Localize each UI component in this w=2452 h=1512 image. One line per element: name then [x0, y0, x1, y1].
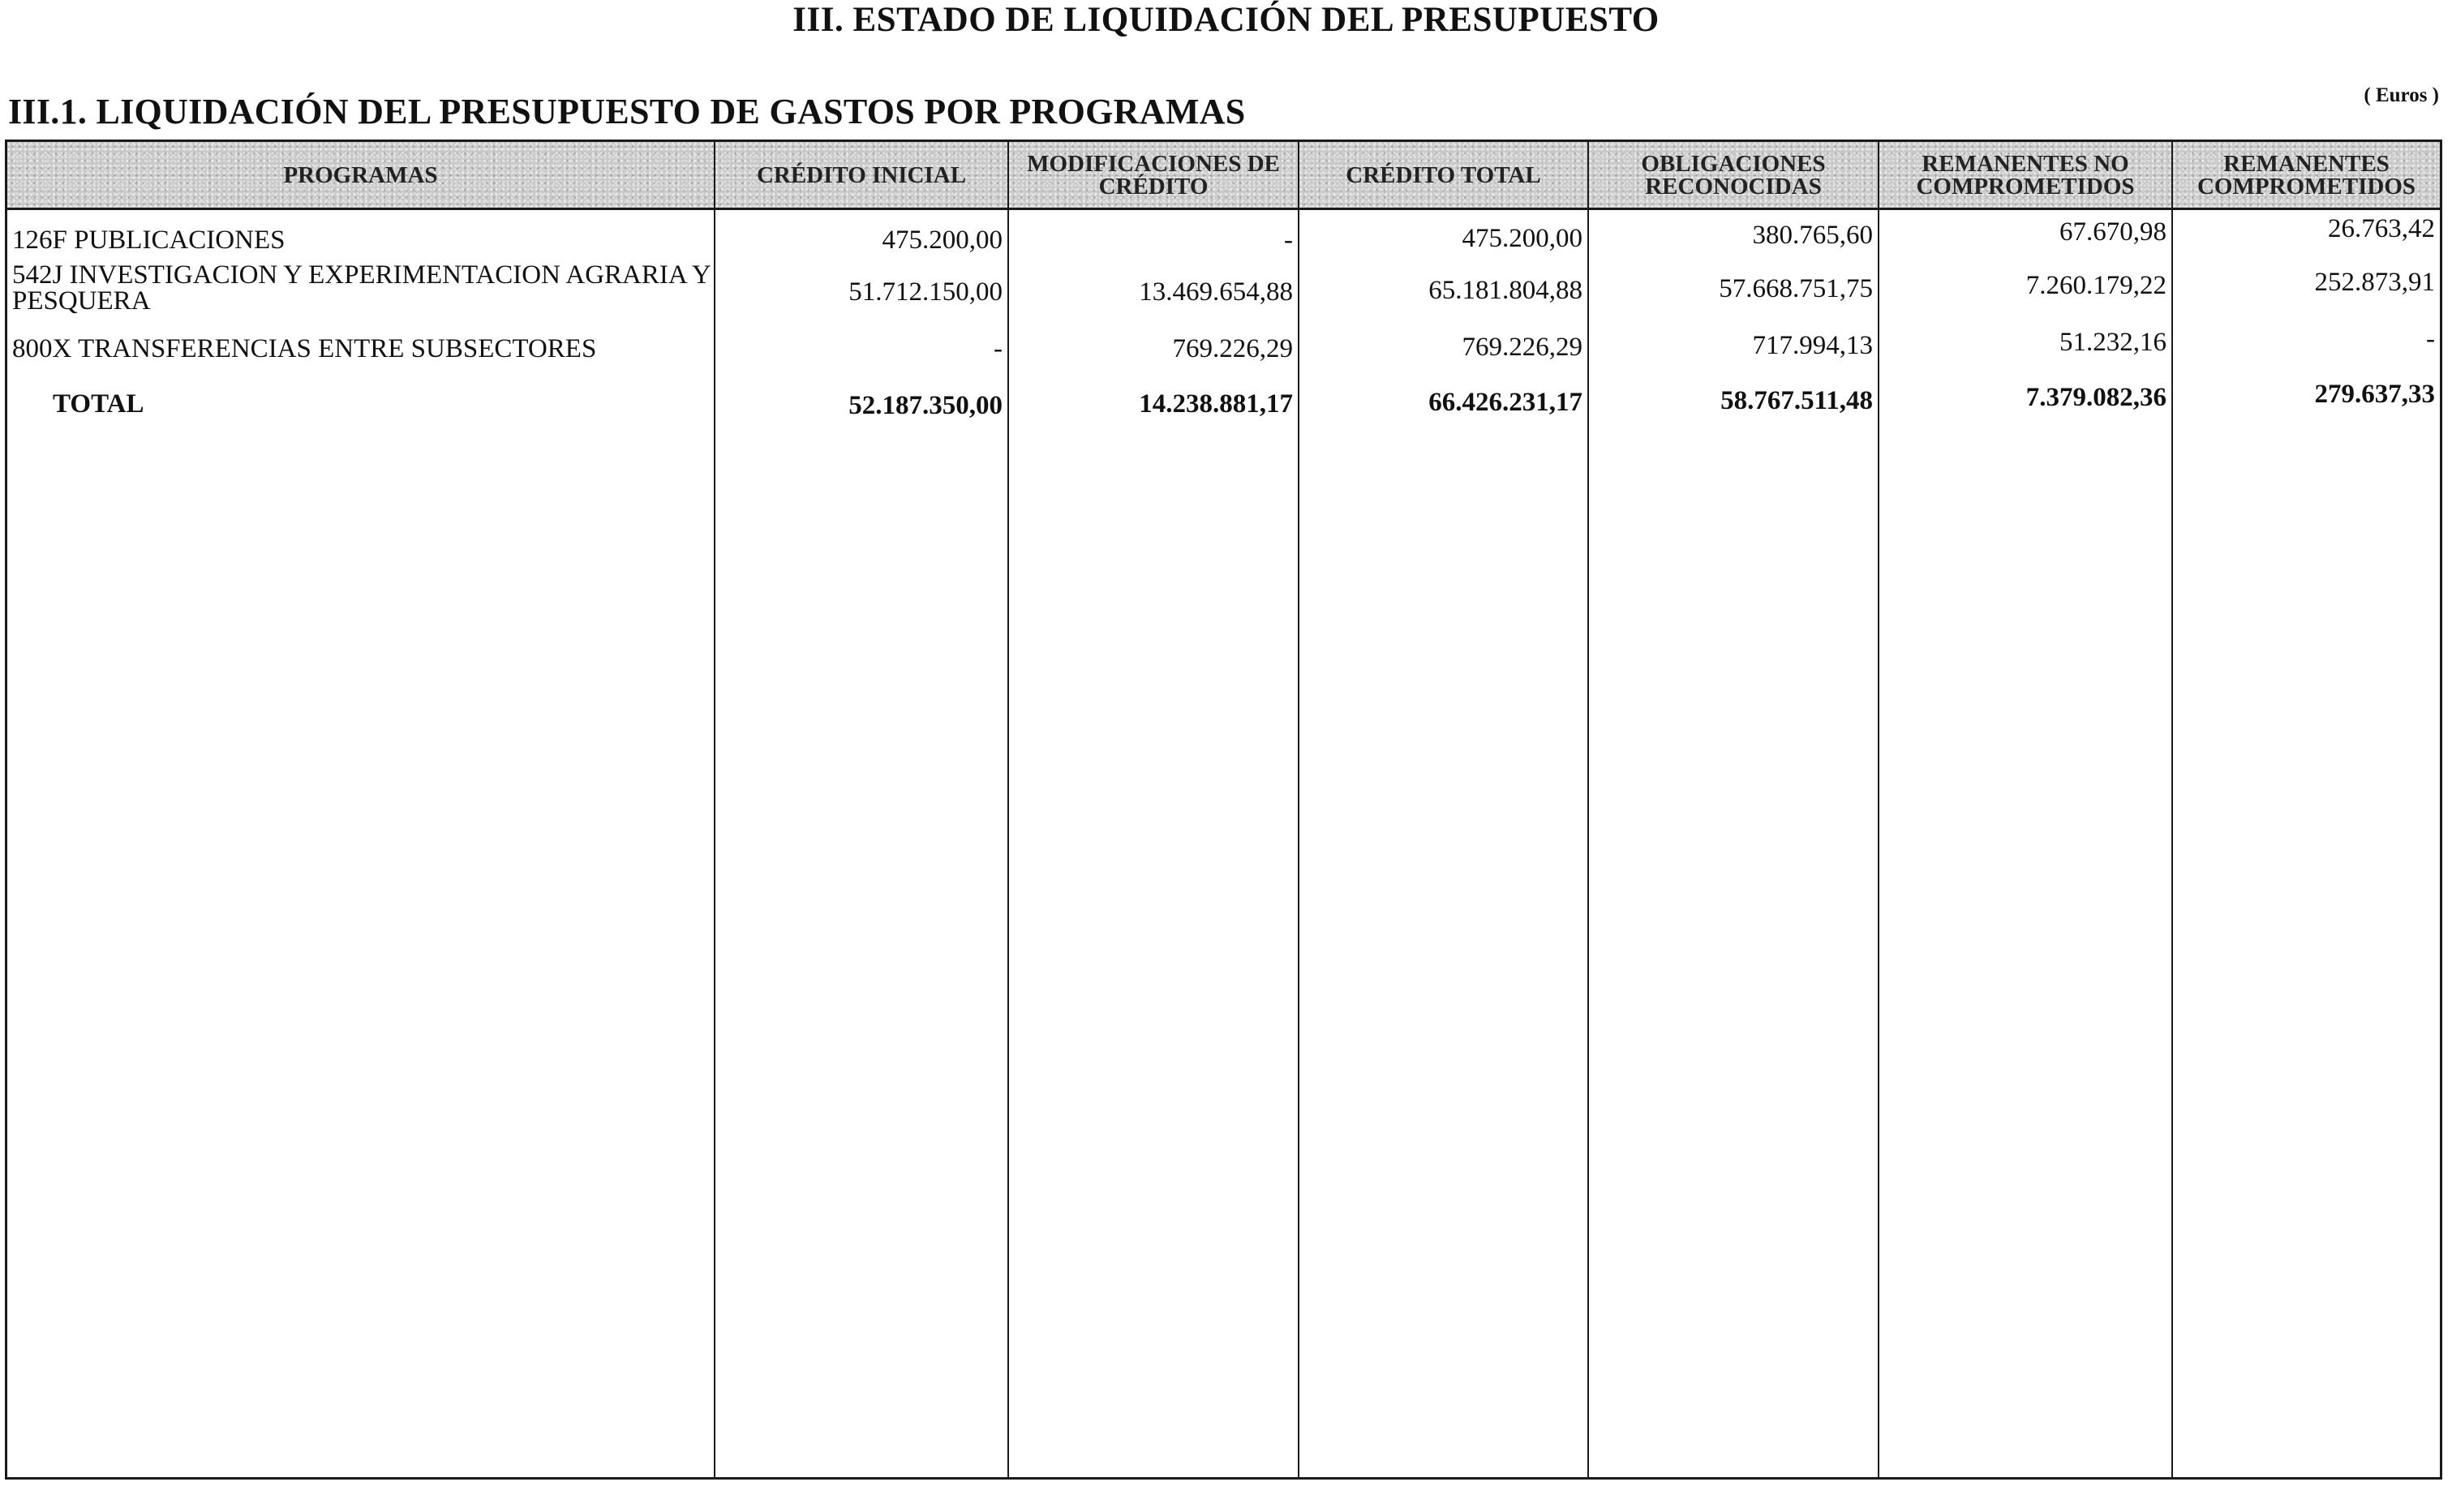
- credito-total-cell: 65.181.804,88: [1428, 276, 1582, 305]
- programa-cell: 800X TRANSFERENCIAS ENTRE SUBSECTORES: [12, 334, 597, 363]
- total-credito-total: 66.426.231,17: [1428, 388, 1582, 417]
- total-credito-inicial: 52.187.350,00: [848, 391, 1003, 420]
- programa-cell: 542J INVESTIGACION Y EXPERIMENTACION AGRARIA Y PESQUERA: [12, 260, 711, 316]
- budget-table: [5, 140, 2442, 1480]
- column-header-remanentes-no-comprometidos: REMANENTES NO COMPROMETIDOS: [1879, 142, 2171, 208]
- units-label: ( Euros ): [2364, 84, 2439, 106]
- table-row: [7, 214, 2440, 256]
- remanentes-no-comprometidos-cell: 67.670,98: [2059, 217, 2166, 247]
- obligaciones-cell: 57.668.751,75: [1719, 274, 1873, 303]
- credito-inicial-cell: 475.200,00: [882, 226, 1003, 255]
- total-label: TOTAL: [53, 389, 144, 419]
- modificaciones-cell: 769.226,29: [1172, 334, 1293, 363]
- column-header-programas: PROGRAMAS: [7, 142, 714, 208]
- credito-total-cell: 769.226,29: [1462, 333, 1582, 362]
- remanentes-comprometidos-cell: 26.763,42: [2328, 214, 2435, 243]
- column-header-credito-inicial: CRÉDITO INICIAL: [715, 142, 1007, 208]
- remanentes-no-comprometidos-cell: 51.232,16: [2059, 328, 2166, 357]
- table-header-row: [7, 142, 2440, 210]
- remanentes-comprometidos-cell: -: [2426, 324, 2435, 354]
- modificaciones-cell: -: [1284, 226, 1293, 255]
- modificaciones-cell: 13.469.654,88: [1139, 277, 1293, 307]
- credito-inicial-cell: -: [994, 334, 1003, 363]
- total-obligaciones: 58.767.511,48: [1720, 386, 1873, 415]
- column-header-remanentes-comprometidos: REMANENTES COMPROMETIDOS: [2173, 142, 2440, 208]
- remanentes-no-comprometidos-cell: 7.260.179,22: [2025, 271, 2166, 300]
- section-title: III.1. LIQUIDACIÓN DEL PRESUPUESTO DE GASTOS POR PROGRAMAS: [8, 92, 1246, 131]
- table-total-row: [7, 380, 2440, 421]
- total-modificaciones: 14.238.881,17: [1139, 389, 1293, 419]
- column-header-obligaciones: OBLIGACIONES RECONOCIDAS: [1589, 142, 1878, 208]
- table-row: [7, 324, 2440, 366]
- column-header-modificaciones: MODIFICACIONES DE CRÉDITO: [1009, 142, 1298, 208]
- credito-total-cell: 475.200,00: [1462, 224, 1582, 253]
- table-row: [7, 262, 2440, 319]
- programa-cell: 126F PUBLICACIONES: [12, 226, 286, 255]
- total-remanentes-no-comprometidos: 7.379.082,36: [2025, 383, 2166, 412]
- total-remanentes-comprometidos: 279.637,33: [2314, 380, 2435, 409]
- remanentes-comprometidos-cell: 252.873,91: [2314, 268, 2435, 297]
- obligaciones-cell: 380.765,60: [1752, 221, 1873, 250]
- column-header-credito-total: CRÉDITO TOTAL: [1299, 142, 1587, 208]
- credito-inicial-cell: 51.712.150,00: [848, 277, 1003, 307]
- page-title: III. ESTADO DE LIQUIDACIÓN DEL PRESUPUESTO: [792, 1, 1660, 39]
- obligaciones-cell: 717.994,13: [1752, 331, 1873, 360]
